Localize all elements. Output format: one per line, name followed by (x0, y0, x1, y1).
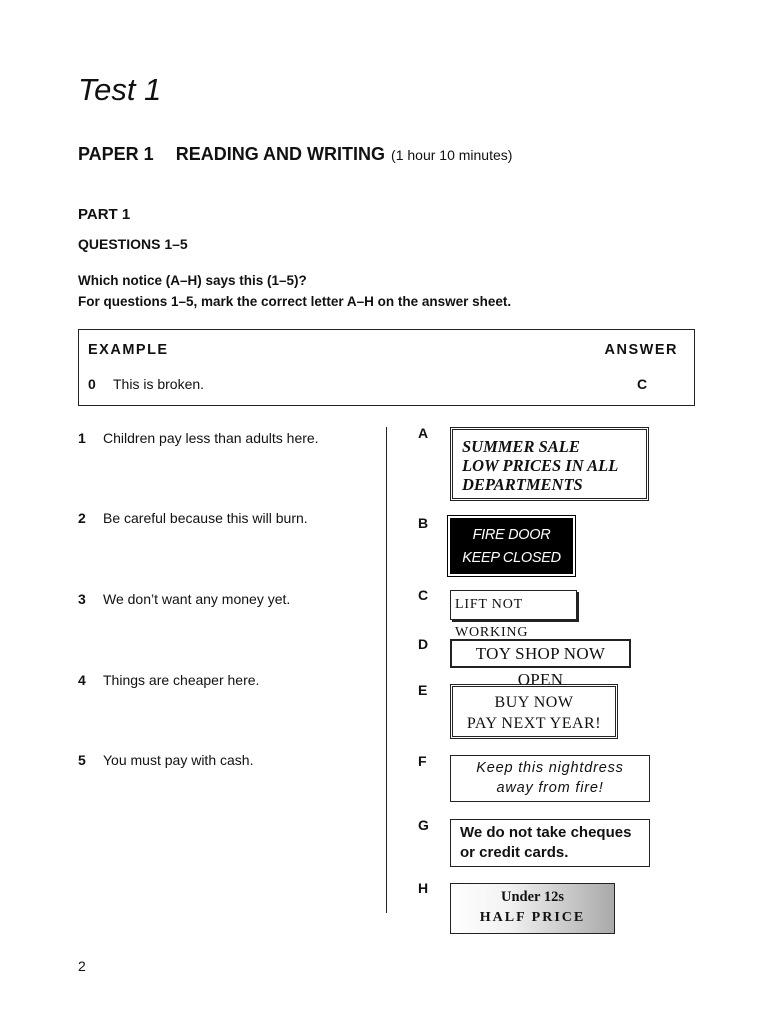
notice-letter-d: D (418, 636, 429, 652)
question-number: 3 (78, 591, 86, 607)
instruction-line: For questions 1–5, mark the correct letter A–H on the answer sheet. (78, 294, 512, 309)
test-title: Test 1 (78, 72, 162, 107)
notice-line: TOY SHOP NOW OPEN (475, 644, 606, 689)
answer-label: ANSWER (604, 342, 678, 358)
example-box (78, 329, 695, 406)
notice-letter-a: A (418, 425, 429, 441)
notice-line: Under 12s (501, 889, 564, 905)
example-text: This is broken. (113, 376, 205, 392)
paper-name: READING AND WRITING (175, 144, 386, 164)
notice-letter-b: B (418, 515, 429, 531)
notice-h (450, 883, 615, 934)
notice-letter-f: F (418, 753, 427, 769)
questions-range: QUESTIONS 1–5 (78, 236, 188, 252)
question-text: You must pay with cash. (103, 752, 254, 768)
question-number: 1 (78, 430, 86, 446)
paper-label: PAPER 1 (78, 144, 154, 164)
notice-line: Keep this nightdress (476, 760, 624, 776)
question-text: We don’t want any money yet. (103, 591, 291, 607)
notice-line: DEPARTMENTS (462, 475, 583, 494)
question-text: Things are cheaper here. (103, 672, 260, 688)
notice-d (450, 639, 631, 689)
example-number: 0 (88, 376, 96, 392)
notice-line: KEEP CLOSED (462, 550, 561, 566)
instructions (78, 270, 511, 312)
question-number: 4 (78, 672, 86, 688)
part-heading: PART 1 (78, 206, 131, 223)
notice-line: LIFT NOT WORKING (455, 597, 529, 640)
notice-line: FIRE DOOR (472, 527, 551, 543)
notice-line: or credit cards. (460, 844, 569, 861)
notice-e (450, 684, 618, 739)
page-number: 2 (78, 958, 86, 974)
notice-a (450, 427, 649, 501)
notice-line: We do not take cheques (460, 824, 632, 841)
notice-letter-g: G (418, 817, 429, 833)
paper-heading (78, 144, 512, 165)
notice-line: HALF PRICE (479, 910, 586, 925)
notice-c (450, 590, 577, 640)
example-label: EXAMPLE (88, 342, 169, 358)
notice-f (450, 755, 650, 802)
column-divider (386, 427, 387, 913)
notice-letter-c: C (418, 587, 429, 603)
notice-line: LOW PRICES IN ALL (462, 456, 619, 475)
instruction-line: Which notice (A–H) says this (1–5)? (78, 273, 307, 288)
notice-letter-h: H (418, 880, 429, 896)
notice-line: PAY NEXT YEAR! (466, 715, 602, 732)
question-number: 2 (78, 510, 86, 526)
paper-duration: (1 hour 10 minutes) (391, 147, 513, 163)
notice-line: BUY NOW (494, 694, 574, 711)
question-text: Children pay less than adults here. (103, 430, 319, 446)
example-answer: C (637, 376, 648, 392)
notice-letter-e: E (418, 682, 428, 698)
question-number: 5 (78, 752, 86, 768)
notice-line: SUMMER SALE (462, 437, 580, 456)
notice-b (450, 518, 573, 574)
notice-line: away from fire! (496, 779, 604, 796)
notice-g (450, 819, 650, 867)
question-text: Be careful because this will burn. (103, 510, 308, 526)
